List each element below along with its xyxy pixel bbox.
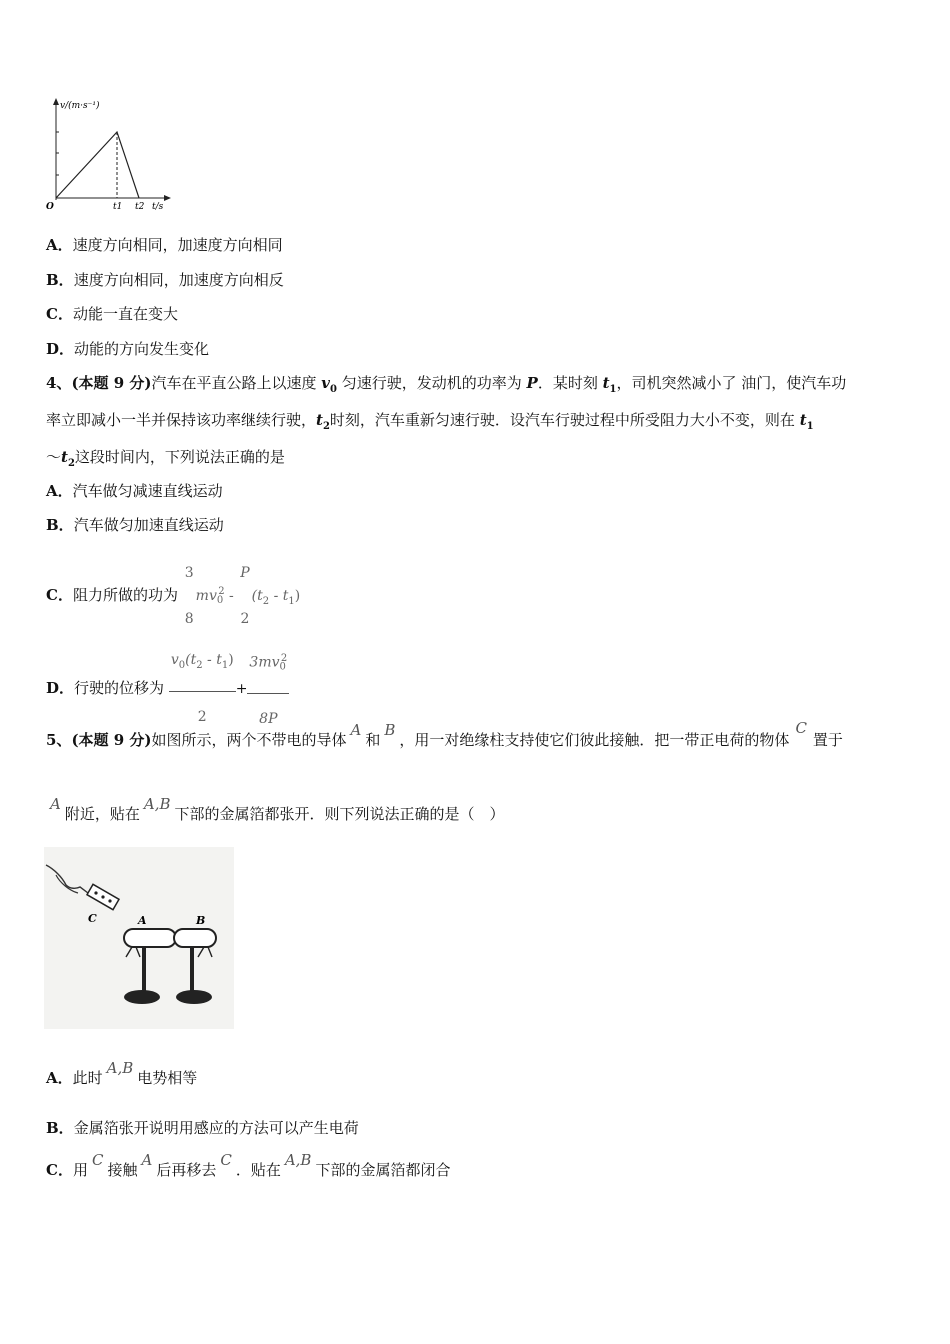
velocity-line (56, 132, 139, 198)
t2-label: t2 (135, 202, 145, 212)
q3-option-b[interactable]: B．速度方向相同，加速度方向相反 (46, 271, 284, 289)
q3-option-d[interactable]: D．动能的方向发生变化 (46, 340, 210, 358)
q5-option-b[interactable]: B．金属箔张开说明用感应的方法可以产生电荷 (46, 1119, 359, 1137)
label-a: A (138, 914, 147, 927)
q5-option-c[interactable]: C．用C接触A后再移去C．贴在A,B下部的金属箔都闭合 (46, 1151, 451, 1179)
q3-option-c[interactable]: C．动能一直在变大 (46, 305, 178, 323)
velocity-time-graph (40, 95, 180, 215)
q5-stem-line2: A附近，贴在A,B下部的金属箔都张开．则下列说法正确的是（ ） (50, 795, 505, 823)
q5-stem-line1: 5、(本题 9 分)如图所示，两个不带电的导体A和B，用一对绝缘柱支持使它们彼此接触．把一带正电荷的物体C置于 (46, 719, 843, 749)
t1-label: t1 (113, 202, 123, 212)
q4-option-b[interactable]: B．汽车做匀加速直线运动 (46, 516, 224, 534)
q4-stem-line2: 率立即减小一半并保持该功率继续行驶，$t_2$时刻，汽车重新匀速行驶．设汽车行驶过程中所受阻力大小不变，则在 $t_1$ (46, 411, 814, 432)
y-axis-arrow (53, 98, 59, 105)
q4-option-d[interactable]: D．行驶的位移为 $\frac{v_0(t_2 - t_1)}{2}$ + $\frac{3mv_0^2}{8P}$ (46, 634, 289, 744)
plus-sign (101, 895, 104, 898)
label-c: C (88, 912, 97, 925)
plus-sign (108, 899, 111, 902)
q4-stem-line3: $\sim t_2$这段时间内，下列说法正确的是 (46, 448, 285, 469)
conductor-b (174, 929, 216, 947)
q4-option-a[interactable]: A．汽车做匀减速直线运动 (46, 482, 223, 500)
q4-option-c[interactable]: C．阻力所做的功为 3 8 $mv_0^2$ - P 2 $(t_2 - t_1)$ (46, 565, 301, 627)
work-formula: 3 8 $mv_0^2$ - P 2 $(t_2 - t_1)$ (184, 565, 301, 627)
label-b: B (196, 914, 206, 927)
origin-label: O (46, 202, 54, 212)
q4-stem-line1: 4、(本题 9 分)汽车在平直公路上以速度 $v_0$ 匀速行驶，发动机的功率为 P．某时刻 $t_1$，司机突然减小了 油门，使汽车功 (46, 374, 847, 395)
conductor-figure (44, 847, 234, 1029)
plus-sign (94, 891, 97, 894)
q3-option-a[interactable]: A．速度方向相同，加速度方向相同 (46, 236, 283, 254)
x-axis-label: t/s (152, 202, 164, 212)
x-axis-arrow (164, 195, 171, 201)
q5-option-a[interactable]: A．此时A,B电势相等 (46, 1059, 198, 1087)
y-axis-label: v/(m·s⁻¹) (60, 101, 100, 111)
base-a (124, 990, 160, 1004)
conductor-a (124, 929, 176, 947)
base-b (176, 990, 212, 1004)
displacement-formula: $\frac{v_0(t_2 - t_1)}{2}$ + $\frac{3mv_0^2}{8P}$ (169, 681, 289, 697)
